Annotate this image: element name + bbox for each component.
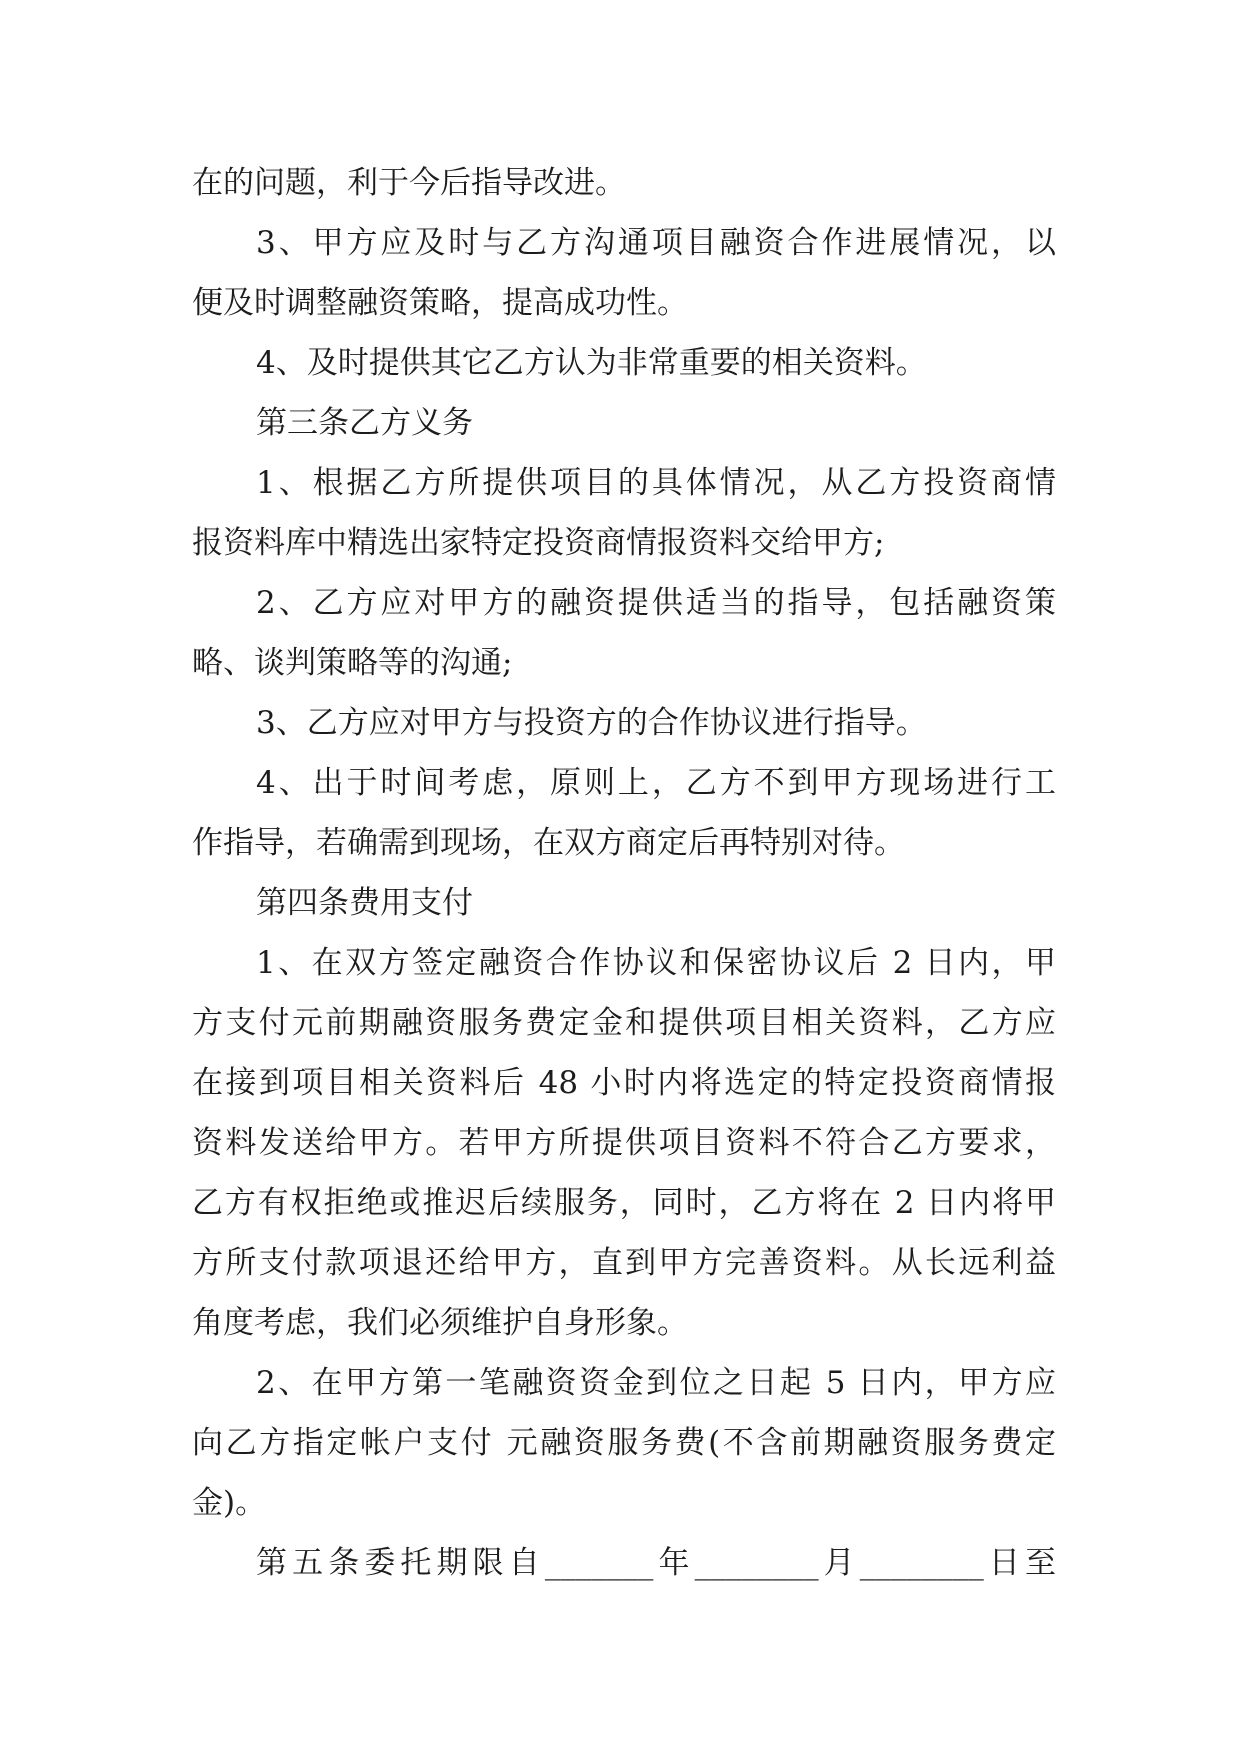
section-heading: 第四条费用支付 bbox=[256, 885, 473, 921]
paragraph-line: 金)。 bbox=[192, 1485, 267, 1521]
paragraph-line: 略、谈判策略等的沟通; bbox=[192, 645, 513, 681]
paragraph-line: 4、出于时间考虑，原则上，乙方不到甲方现场进行工 bbox=[256, 765, 1056, 801]
paragraph-line: 1、在双方签定融资合作协议和保密协议后 2 日内，甲 bbox=[256, 945, 1056, 981]
paragraph-line: 3、甲方应及时与乙方沟通项目融资合作进展情况，以 bbox=[256, 225, 1056, 261]
paragraph-line: 报资料库中精选出家特定投资商情报资料交给甲方; bbox=[192, 525, 885, 561]
paragraph-line: 在接到项目相关资料后 48 小时内将选定的特定投资商情报 bbox=[192, 1065, 1056, 1101]
paragraph-line: 2、在甲方第一笔融资资金到位之日起 5 日内，甲方应 bbox=[256, 1365, 1056, 1401]
paragraph-line: 2、乙方应对甲方的融资提供适当的指导，包括融资策 bbox=[256, 585, 1056, 621]
paragraph-line: 乙方有权拒绝或推迟后续服务，同时，乙方将在 2 日内将甲 bbox=[192, 1185, 1056, 1221]
paragraph-line: 资料发送给甲方。若甲方所提供项目资料不符合乙方要求， bbox=[192, 1125, 1056, 1161]
section-heading: 第三条乙方义务 bbox=[256, 405, 473, 441]
paragraph-line: 1、根据乙方所提供项目的具体情况，从乙方投资商情 bbox=[256, 465, 1056, 501]
document-body bbox=[192, 153, 1056, 1593]
paragraph-line: 在的问题，利于今后指导改进。 bbox=[192, 165, 626, 201]
paragraph-line: 作指导，若确需到现场，在双方商定后再特别对待。 bbox=[192, 825, 905, 861]
paragraph-line: 3、乙方应对甲方与投资方的合作协议进行指导。 bbox=[256, 705, 927, 741]
paragraph-line: 向乙方指定帐户支付 元融资服务费(不含前期融资服务费定 bbox=[192, 1425, 1056, 1461]
section-heading: 第五条委托期限自_______年________月________日至 bbox=[256, 1545, 1056, 1581]
paragraph-line: 角度考虑，我们必须维护自身形象。 bbox=[192, 1305, 688, 1341]
paragraph-line: 方支付元前期融资服务费定金和提供项目相关资料，乙方应 bbox=[192, 1005, 1056, 1041]
paragraph-line: 便及时调整融资策略，提高成功性。 bbox=[192, 285, 688, 321]
paragraph-line: 4、及时提供其它乙方认为非常重要的相关资料。 bbox=[256, 345, 927, 381]
paragraph-line: 方所支付款项退还给甲方，直到甲方完善资料。从长远利益 bbox=[192, 1245, 1056, 1281]
